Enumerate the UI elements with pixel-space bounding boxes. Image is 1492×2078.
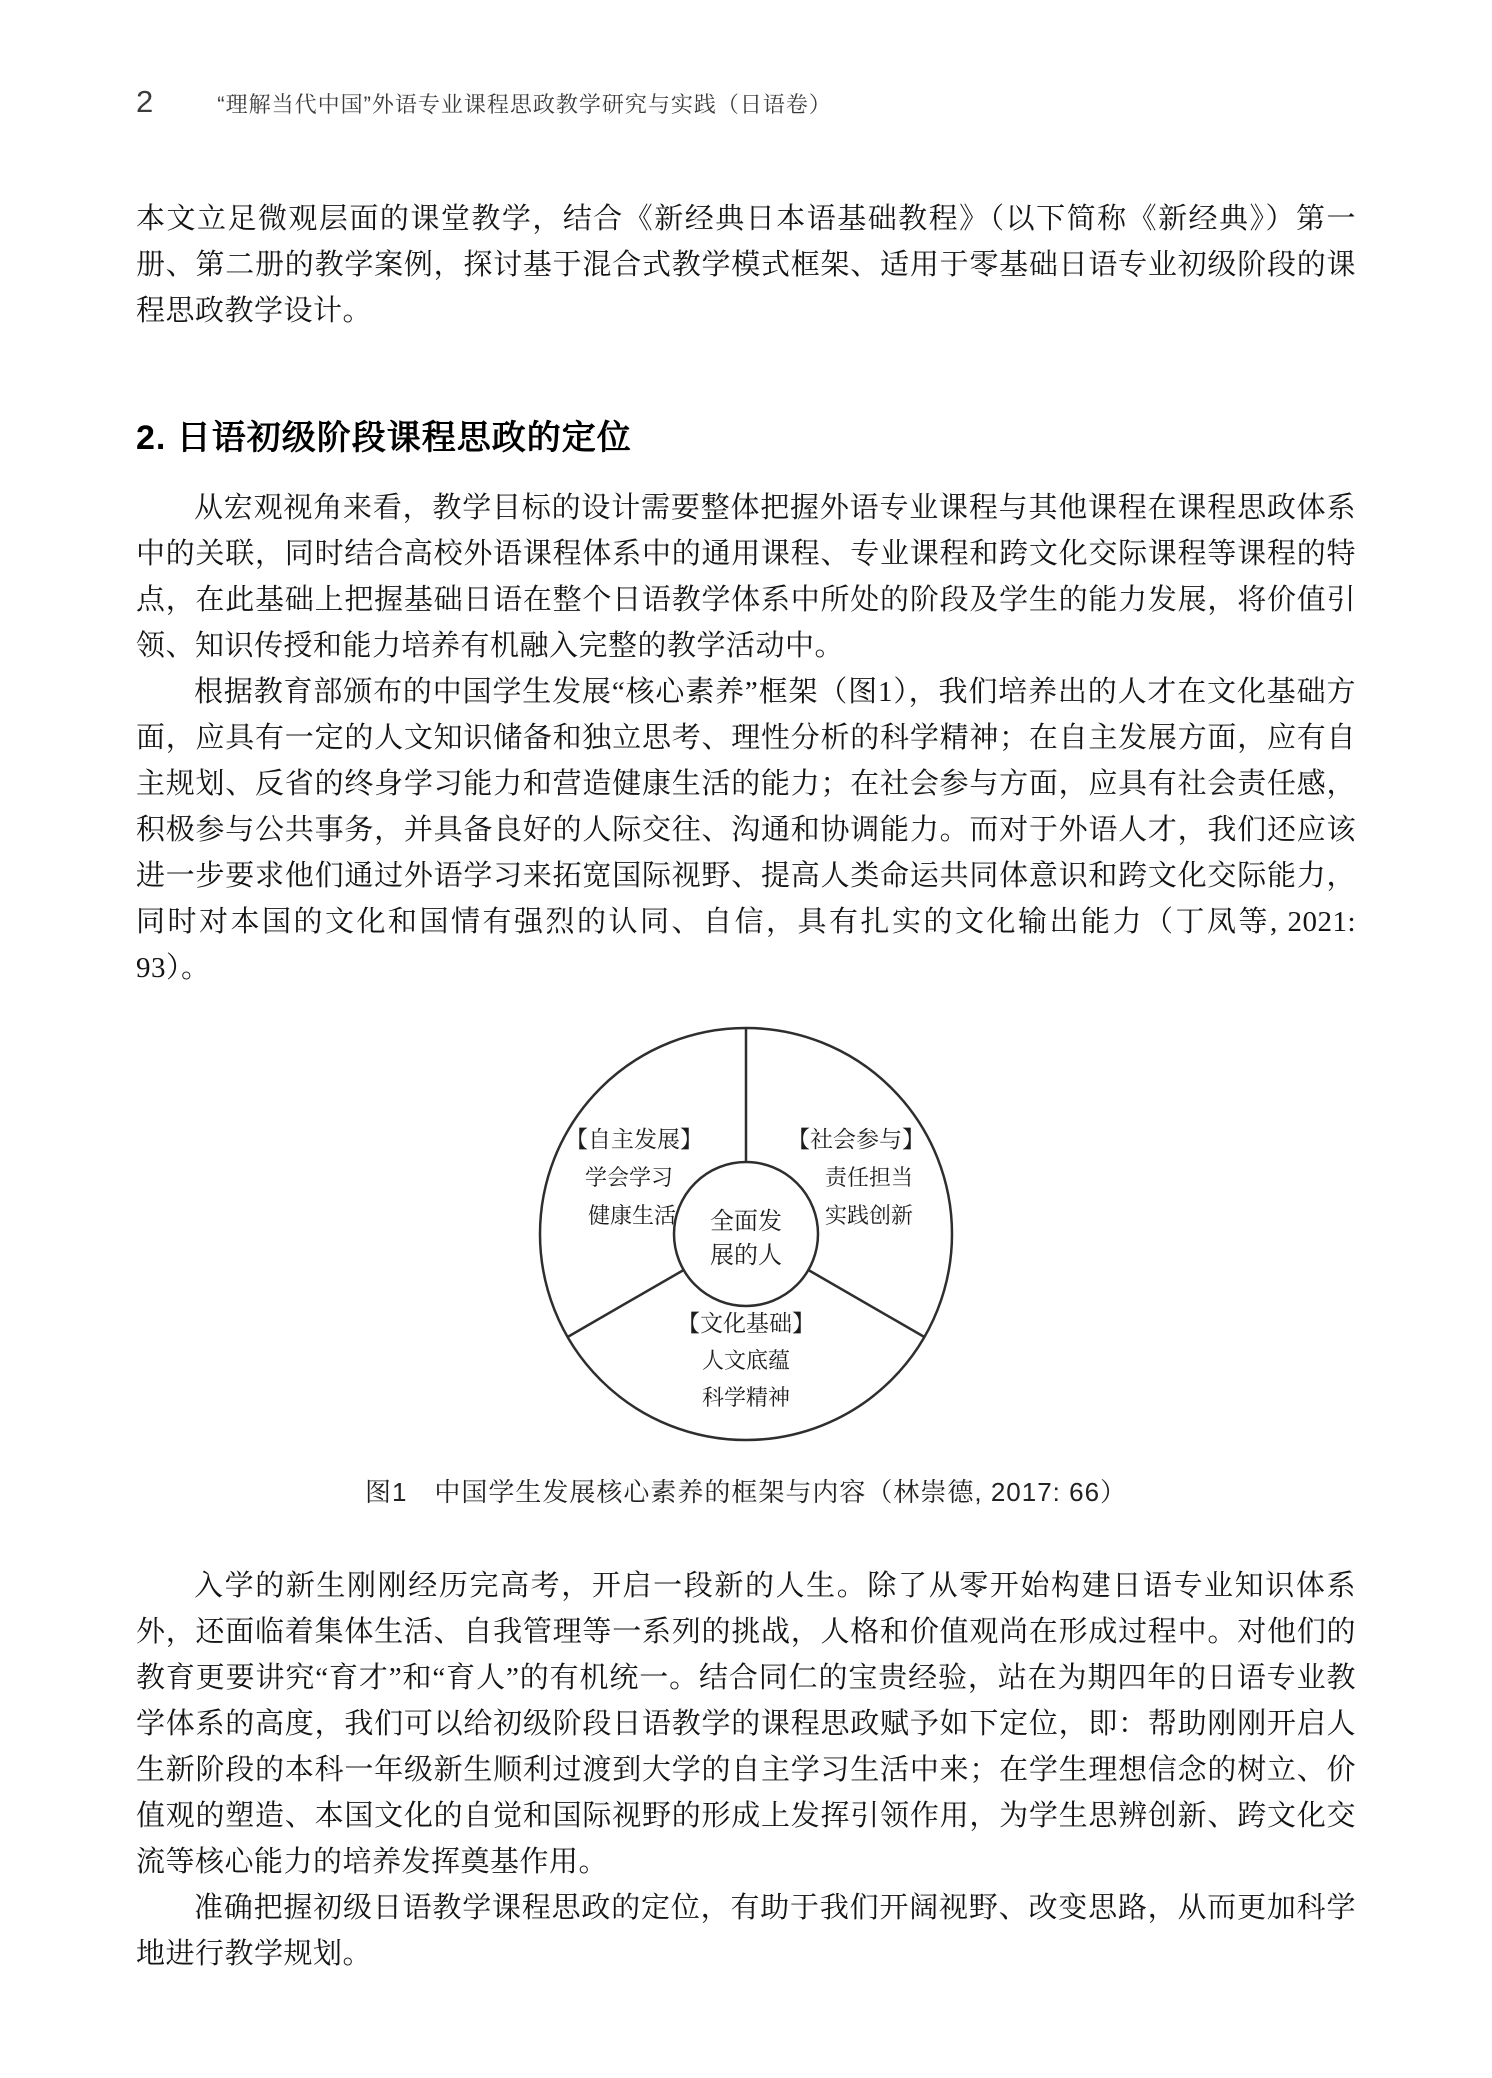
figure-core-competencies [136,1017,1356,1509]
sector-title-self-development: 【自主发展】 [565,1127,703,1152]
running-title: “理解当代中国”外语专业课程思政教学研究与实践（日语卷） [217,92,832,117]
sector-line: 人文底蕴 [701,1348,791,1373]
body-paragraph-4: 准确把握初级日语教学课程思政的定位，有助于我们开阔视野、改变思路，从而更加科学地进行教学规划。 [136,1892,1356,1970]
page-number: 2 [136,84,154,119]
sector-divider-left [568,1270,684,1337]
intro-paragraph: 本文立足微观层面的课堂教学，结合《新经典日本语基础教程》（以下简称《新经典》）第一册、第二册的教学案例，探讨基于混合式教学模式框架、适用于零基础日语专业初级阶段的课程思政教学设计。 [136,203,1356,327]
section-heading: 2. 日语初级阶段课程思政的定位 [136,419,632,457]
body-paragraph-1: 从宏观视角来看，教学目标的设计需要整体把握外语专业课程与其他课程在课程思政体系中的关联，同时结合高校外语课程体系中的通用课程、专业课程和跨文化交际课程等课程的特点，在此基础上把握基础日语在整个日语教学体系中所处的阶段及学生的能力发展，将价值引领、知识传授和能力培养有机融入完整的教学活动中。 [136,492,1356,662]
sector-title-social-participation: 【社会参与】 [787,1127,925,1152]
center-label-line-2: 展的人 [710,1243,782,1269]
body-paragraph-2: 根据教育部颁布的中国学生发展“核心素养”框架（图1），我们培养出的人才在文化基础方面，应具有一定的人文知识储备和独立思考、理性分析的科学精神；在自主发展方面，应有自主规划、反省的终身学习能力和营造健康生活的能力；在社会参与方面，应具有社会责任感，积极参与公共事务，并具备良好的人际交往、沟通和协调能力。而对于外语人才，我们还应该进一步要求他们通过外语学习来拓宽国际视野、提高人类命运共同体意识和跨文化交际能力，同时对本国的文化和国情有强烈的认同、自信，具有扎实的文化输出能力（丁凤等, 2021: 93）。 [136,676,1356,984]
body-paragraph-3: 入学的新生刚刚经历完高考，开启一段新的人生。除了从零开始构建日语专业知识体系外，还面临着集体生活、自我管理等一系列的挑战，人格和价值观尚在形成过程中。对他们的教育更要讲究“育才”和“育人”的有机统一。结合同仁的宝贵经验，站在为期四年的日语专业教学体系的高度，我们可以给初级阶段日语教学的课程思政赋予如下定位，即：帮助刚刚开启人生新阶段的本科一年级新生顺利过渡到大学的自主学习生活中来；在学生理想信念的树立、价值观的塑造、本国文化的自觉和国际视野的形成上发挥引领作用，为学生思辨创新、跨文化交流等核心能力的培养发挥奠基作用。 [136,1570,1356,1878]
sector-line: 实践创新 [824,1203,914,1228]
sector-line: 责任担当 [824,1165,914,1190]
page-header [0,0,1492,120]
sector-line: 科学精神 [701,1385,791,1410]
sector-line: 健康生活 [587,1203,677,1228]
sector-line: 学会学习 [584,1165,674,1190]
figure-caption: 图1 中国学生发展核心素养的框架与内容（林崇德, 2017: 66） [364,1477,1128,1507]
sector-title-cultural-foundation: 【文化基础】 [677,1311,815,1336]
sector-divider-right [808,1270,924,1337]
center-label-line-1: 全面发 [710,1209,782,1235]
framework-diagram [529,1017,963,1451]
page-body [0,196,1492,1977]
